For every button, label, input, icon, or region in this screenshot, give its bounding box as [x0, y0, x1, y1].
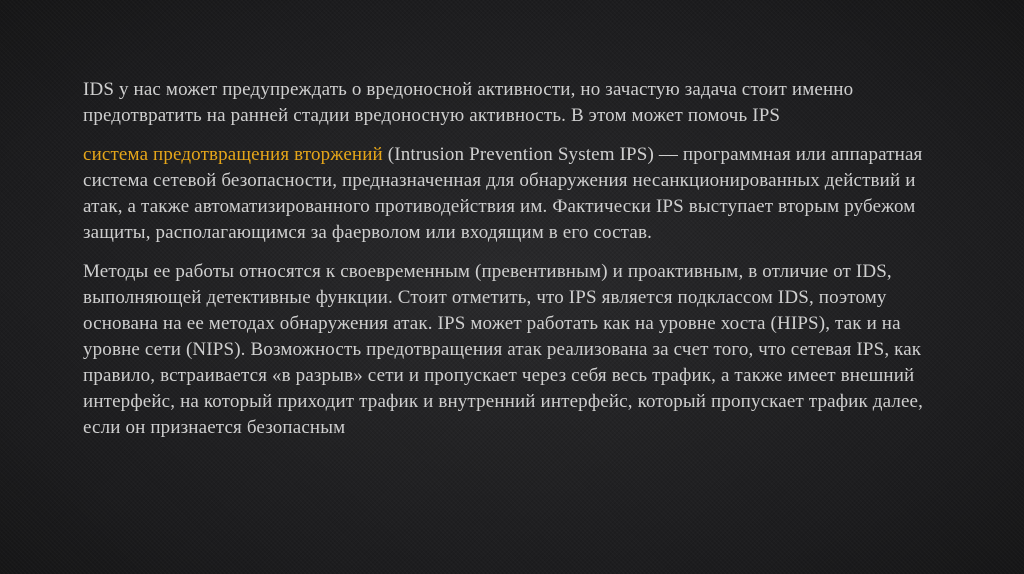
highlighted-term: система предотвращения вторжений — [83, 144, 383, 165]
slide-body — [83, 77, 943, 454]
paragraph-ips-definition — [83, 142, 943, 246]
paragraph-ips-methods: Методы ее работы относятся к своевременным (превентивным) и проактивным, в отличие от IDS, выполняющей детективные функции. Стоит отметить, что IPS является подклассом IDS, поэтому основана на ее методах обнаружения атак. IPS может работать как на уровне хоста (HIPS), так и на уровне сети (NIPS). Возможность предотвращения атак реализована за счет того, что сетевая IPS, как правило, встраивается «в разрыв» сети и пропускает через себя весь трафик, а также имеет внешний интерфейс, на который приходит трафик и внутренний интерфейс, который пропускает трафик далее, если он признается безопасным — [83, 261, 924, 438]
paragraph-ids-intro: IDS у нас может предупреждать о вредоносной активности, но зачастую задача стоит именно предотвратить на ранней стадии вредоносную активность. В этом может помочь IPS — [83, 79, 854, 126]
definition-text: (Intrusion Prevention System IPS) — программная или аппаратная система сетевой безопасности, предназначенная для обнаружения несанкционированных действий и атак, а также автоматизированного противодействия им. Фактически IPS выступает вторым рубежом защиты, располагающимся за фаерволом или входящим в его состав. — [83, 144, 923, 243]
